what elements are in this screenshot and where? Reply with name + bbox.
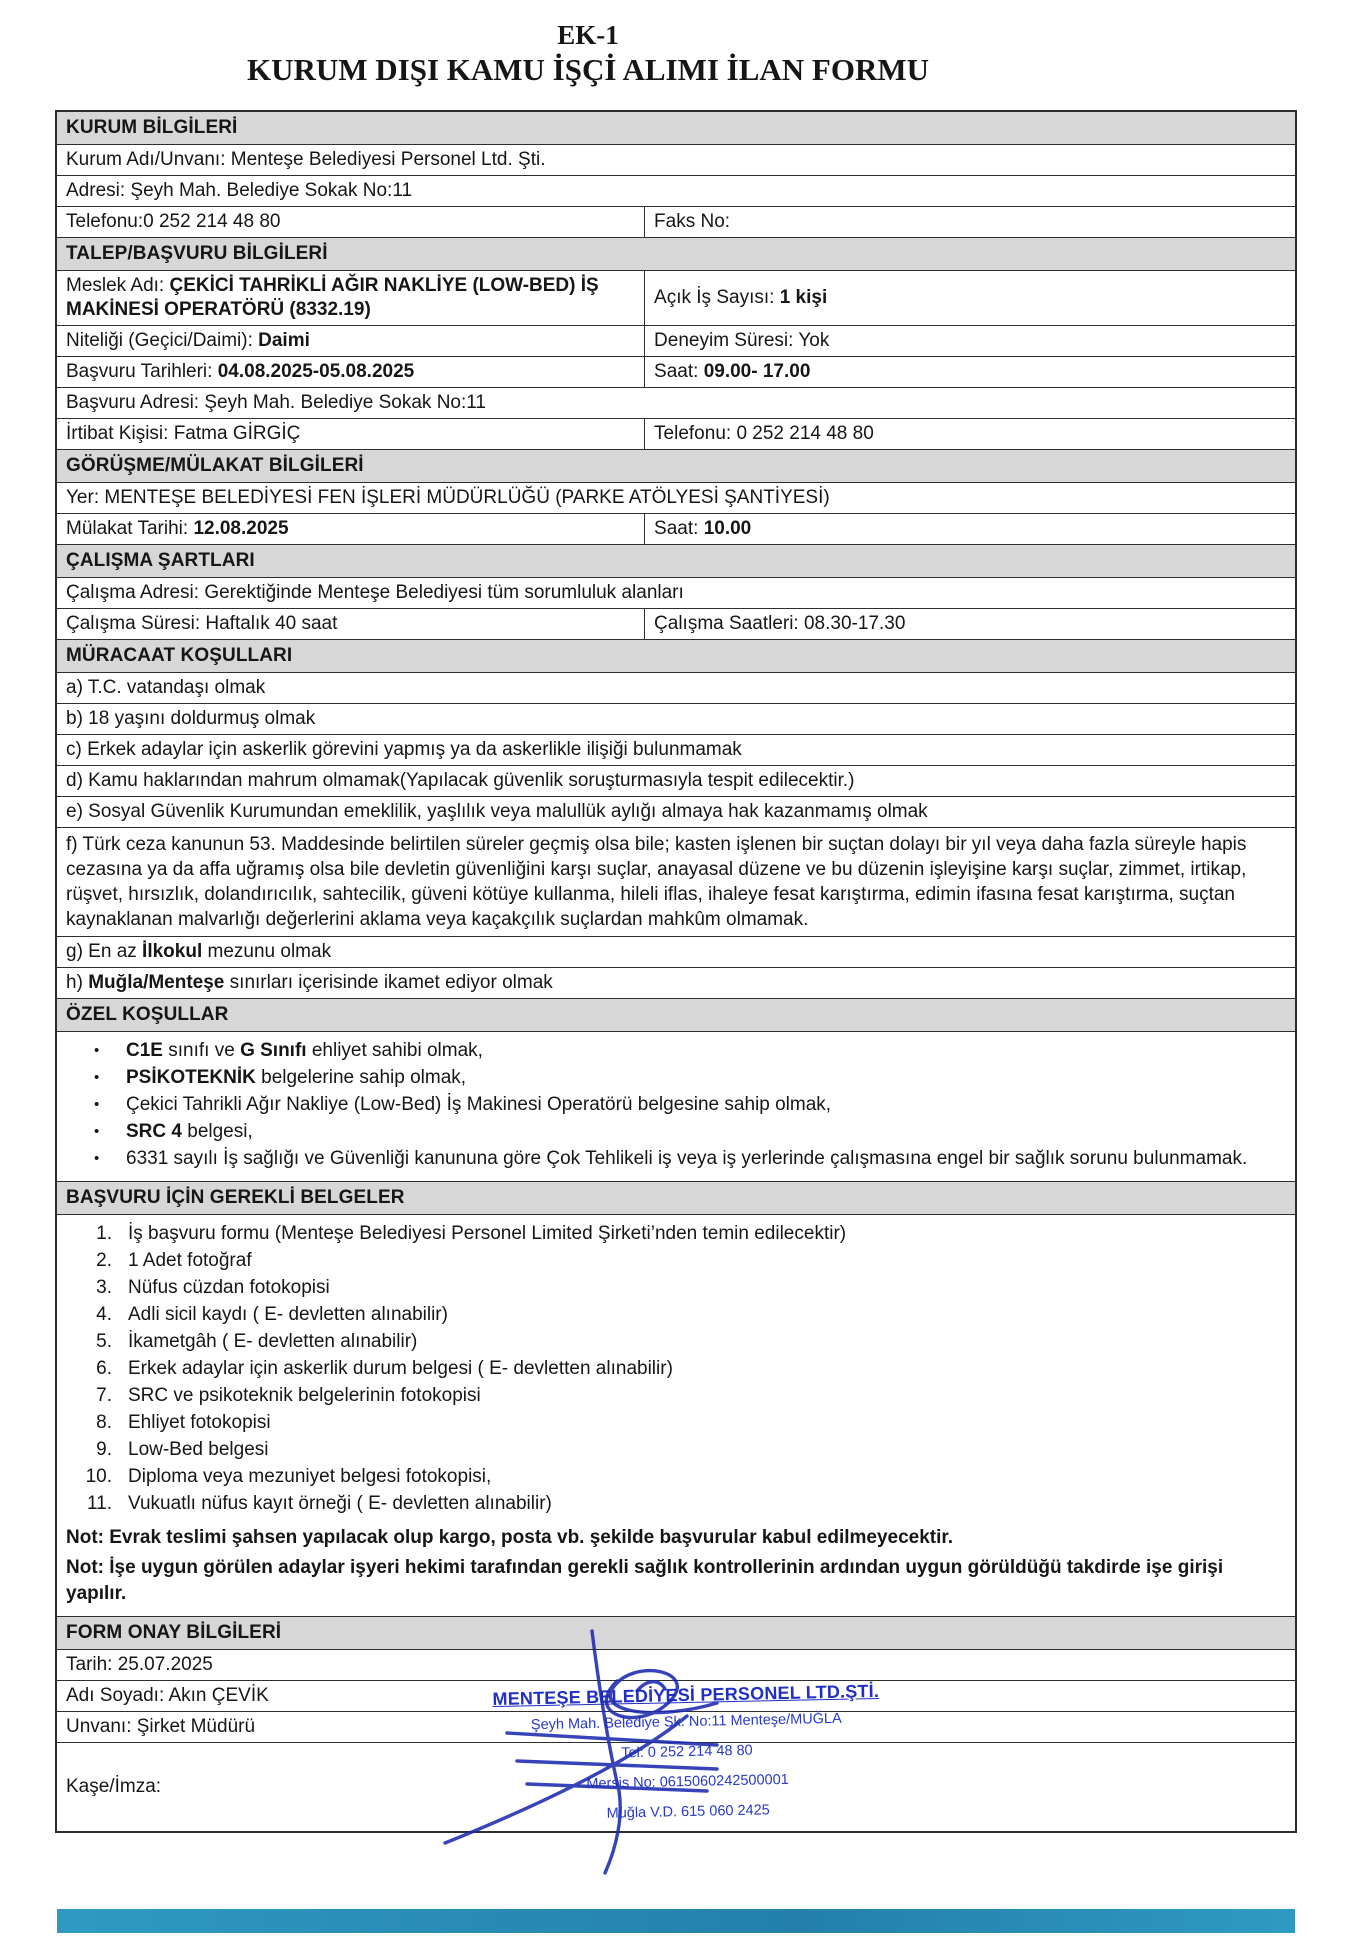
meslek-label: Meslek Adı: <box>66 275 170 296</box>
irtibat-tel-cell: Telefonu: 0 252 214 48 80 <box>654 423 874 444</box>
row-basvuru-adres: Başvuru Adresi: Şeyh Mah. Belediye Sokak No:11 <box>57 388 1295 419</box>
belgeler-item: 3. Nüfus cüzdan fotokopisi <box>96 1277 330 1298</box>
row-kurum-address: Adresi: Şeyh Mah. Belediye Sokak No:11 <box>57 176 1295 207</box>
row-onay-ad: Adı Soyadı: Akın ÇEVİK <box>57 1681 1295 1712</box>
muracaat-item-g: g) En az İlkokul mezunu olmak <box>57 937 1295 968</box>
mulakat-saat-value: 10.00 <box>703 518 752 539</box>
basvuru-tarih-label: Başvuru Tarihleri: <box>66 361 218 382</box>
muracaat-item-b: b) 18 yaşını doldurmuş olmak <box>57 704 1295 735</box>
stamp-tax: Muğla V.D. 615 060 2425 <box>606 1802 770 1822</box>
kase-imza-label: Kaşe/İmza: <box>66 1776 162 1797</box>
section-header-ozel: ÖZEL KOŞULLAR <box>57 999 1295 1032</box>
stamp-phone: Tel: 0 252 214 48 80 <box>621 1742 753 1762</box>
mulakat-tarih-label: Mülakat Tarihi: <box>66 518 194 539</box>
belgeler-item: 1. İş başvuru formu (Menteşe Belediyesi Personel Limited Şirketi’nden temin edilecektir) <box>96 1223 847 1244</box>
ozel-item: • 6331 sayılı İş sağlığı ve Güvenliği kanununa göre Çok Tehlikeli iş veya iş yerlerinde çalışmasına engel bir sağlık sorunu bulunmamak. <box>66 1145 1286 1172</box>
section-header-kurum: KURUM BİLGİLERİ <box>57 112 1295 145</box>
row-mulakat-tarih <box>57 514 1295 545</box>
basvuru-saat-cell <box>645 357 1295 387</box>
nitelik-label: Niteliği (Geçici/Daimi): <box>66 330 259 351</box>
muracaat-item-d: d) Kamu haklarından mahrum olmamak(Yapılacak güvenlik soruşturmasıyla tespit edilecektir.) <box>57 766 1295 797</box>
section-header-gorusme: GÖRÜŞME/MÜLAKAT BİLGİLERİ <box>57 450 1295 483</box>
row-meslek <box>57 271 1295 326</box>
section-header-muracaat: MÜRACAAT KOŞULLARI <box>57 640 1295 673</box>
bottom-color-bar <box>57 1909 1295 1933</box>
meslek-cell <box>57 271 645 325</box>
document-sheet <box>0 20 1352 1822</box>
ozel-list <box>57 1032 1295 1182</box>
row-calisma-sure <box>57 609 1295 640</box>
section-header-calisma: ÇALIŞMA ŞARTLARI <box>57 545 1295 578</box>
bullet-icon: • <box>94 1123 100 1140</box>
row-basvuru-tarih <box>57 357 1295 388</box>
mulakat-tarih-cell <box>57 514 645 544</box>
basvuru-tarih-value: 04.08.2025-05.08.2025 <box>217 361 415 382</box>
form-code: EK-1 <box>557 20 619 50</box>
section-header-onay: FORM ONAY BİLGİLERİ <box>57 1617 1295 1650</box>
bullet-icon: • <box>94 1150 100 1167</box>
acik-is-value: 1 kişi <box>779 287 828 308</box>
ozel-item: • PSİKOTEKNİK belgelerine sahip olmak, <box>66 1064 1286 1091</box>
calisma-saatler-cell: Çalışma Saatleri: 08.30-17.30 <box>654 613 906 634</box>
ozel-item: • Çekici Tahrikli Ağır Nakliye (Low-Bed) İş Makinesi Operatörü belgesine sahip olmak, <box>66 1091 1286 1118</box>
belgeler-item: 8. Ehliyet fotokopisi <box>96 1412 271 1433</box>
stamp-company-name: MENTEŞE BELEDİYESİ PERSONEL LTD.ŞTİ. <box>492 1680 880 1710</box>
section-header-talep: TALEP/BAŞVURU BİLGİLERİ <box>57 238 1295 271</box>
kurum-fax: Faks No: <box>654 211 731 232</box>
belgeler-item: 4. Adli sicil kaydı ( E- devletten alınabilir) <box>96 1304 448 1325</box>
nitelik-value: Daimi <box>258 330 310 351</box>
mulakat-saat-label: Saat: <box>654 518 704 539</box>
row-onay-tarih: Tarih: 25.07.2025 <box>57 1650 1295 1681</box>
muracaat-item-e: e) Sosyal Güvenlik Kurumundan emeklilik, yaşlılık veya malullük aylığı almaya hak kazanmamış olmak <box>57 797 1295 828</box>
deneyim-cell: Deneyim Süresi: Yok <box>654 330 830 351</box>
mulakat-saat-cell <box>645 514 1295 544</box>
page-title: KURUM DIŞI KAMU İŞÇİ ALIMI İLAN FORMU <box>246 52 930 87</box>
belgeler-item: 2. 1 Adet fotoğraf <box>96 1250 252 1271</box>
belgeler-item: 5. İkametgâh ( E- devletten alınabilir) <box>96 1331 418 1352</box>
bullet-icon: • <box>94 1069 100 1086</box>
basvuru-saat-label: Saat: <box>654 361 704 382</box>
company-stamp <box>486 1679 889 1828</box>
row-onay-unvan: Unvanı: Şirket Müdürü <box>57 1712 1295 1743</box>
note-delivery: Not: Evrak teslimi şahsen yapılacak olup kargo, posta vb. şekilde başvurular kabul edilmeyecektir. <box>66 1527 954 1548</box>
basvuru-saat-value: 09.00- 17.00 <box>703 361 811 382</box>
form-table <box>55 110 1297 1833</box>
muracaat-item-f: f) Türk ceza kanunun 53. Maddesinde belirtilen süreler geçmiş olsa bile; kasten işlenen bir suçtan dolayı bir yıl veya daha fazla süreyle hapis cezasına ya da affa uğramış olsa bile devletin güvenliğini karşı suçlar, anayasal düzene ve bu düzenin işleyişine karşı suçlar, zimmet, irtikap, rüşvet, hırsızlık, dolandırıcılık, sahtecilik, güveni kötüye kullanma, hileli iflas, ihaleye fesat karıştırma, edimin ifasına fesat karıştırma, suçtan kaynaklanan malvarlığı değerlerini aklama veya kaçakçılık suçlardan mahkûm olmamak. <box>57 828 1295 937</box>
bullet-icon: • <box>94 1096 100 1113</box>
muracaat-item-c: c) Erkek adaylar için askerlik görevini yapmış ya da askerlikle ilişiği bulunmamak <box>57 735 1295 766</box>
belgeler-item: 9. Low-Bed belgesi <box>96 1439 269 1460</box>
belgeler-item: 10. Diploma veya mezuniyet belgesi fotokopisi, <box>85 1466 492 1487</box>
basvuru-tarih-cell <box>57 357 645 387</box>
mulakat-tarih-value: 12.08.2025 <box>193 518 289 539</box>
muracaat-item-a: a) T.C. vatandaşı olmak <box>57 673 1295 704</box>
row-kurum-name: Kurum Adı/Unvanı: Menteşe Belediyesi Personel Ltd. Şti. <box>57 145 1295 176</box>
kurum-phone: Telefonu:0 252 214 48 80 <box>57 207 645 237</box>
section-header-belgeler: BAŞVURU İÇİN GEREKLİ BELGELER <box>57 1182 1295 1215</box>
belgeler-item: 7. SRC ve psikoteknik belgelerinin fotokopisi <box>96 1385 481 1406</box>
acik-is-label: Açık İş Sayısı: <box>654 287 780 308</box>
note-health: Not: İşe uygun görülen adaylar işyeri hekimi tarafından gerekli sağlık kontrollerinin ardından uygun görüldüğü takdirde işe girişi yapılır. <box>66 1557 1224 1604</box>
row-nitelik <box>57 326 1295 357</box>
belgeler-item: 6. Erkek adaylar için askerlik durum belgesi ( E- devletten alınabilir) <box>96 1358 673 1379</box>
nitelik-cell <box>57 326 645 356</box>
calisma-sure-cell: Çalışma Süresi: Haftalık 40 saat <box>57 609 645 639</box>
belgeler-item: 11. Vukuatlı nüfus kayıt örneği ( E- devletten alınabilir) <box>86 1493 552 1514</box>
row-gorusme-yer: Yer: MENTEŞE BELEDİYESİ FEN İŞLERİ MÜDÜRLÜĞÜ (PARKE ATÖLYESİ ŞANTİYESİ) <box>57 483 1295 514</box>
row-irtibat <box>57 419 1295 450</box>
row-calisma-adres: Çalışma Adresi: Gerektiğinde Menteşe Belediyesi tüm sorumluluk alanları <box>57 578 1295 609</box>
meslek-value: ÇEKİCİ TAHRİKLİ AĞIR NAKLİYE (LOW-BED) İŞ MAKİNESİ OPERATÖRÜ (8332.19) <box>66 275 599 320</box>
irtibat-cell: İrtibat Kişisi: Fatma GİRGİÇ <box>57 419 645 449</box>
ozel-item: • SRC 4 belgesi, <box>66 1118 1286 1145</box>
row-kurum-phone-fax <box>57 207 1295 238</box>
stamp-address: Şeyh Mah. Belediye Sk. No:11 Menteşe/MUĞLA <box>530 1710 842 1734</box>
stamp-mersis: Mersis No: 0615060242500001 <box>586 1771 789 1793</box>
bullet-icon: • <box>94 1042 100 1059</box>
ozel-item: • C1E sınıfı ve G Sınıfı ehliyet sahibi olmak, <box>66 1037 1286 1064</box>
acik-is-cell <box>645 271 1295 325</box>
belgeler-list <box>57 1215 1295 1617</box>
muracaat-item-h: h) Muğla/Menteşe sınırları içerisinde ikamet ediyor olmak <box>57 968 1295 999</box>
